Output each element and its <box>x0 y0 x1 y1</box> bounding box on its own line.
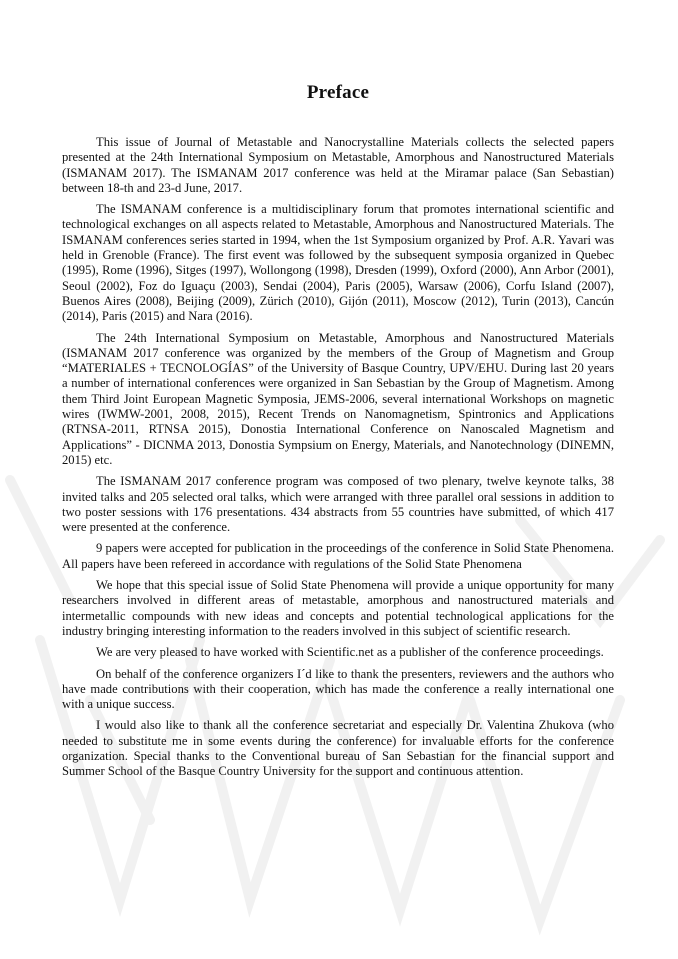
paragraph-6: We hope that this special issue of Solid State Phenomena will provide a unique opportunity for many researchers involved in different areas of metastable, amorphous and nanostructured materials and intermetallic compounds with new ideas and concepts and potential technological applications for the industry bringing interesting information to the readers involved in this subject of scientific research. <box>62 578 614 638</box>
paragraph-2: The ISMANAM conference is a multidisciplinary forum that promotes international scientific and technological exchanges on all aspects related to Metastable, Amorphous and Nanostructured Materials. The ISMANAM conferences series started in 1994, when the 1st Symposium organized by Prof. A.R. Yavari was held in Grenoble (France). The first event was followed by the subsequent symposia organized in Quebec (1995), Rome (1996), Sitges (1997), Wollongong (1998), Dresden (1999), Oxford (2000), Ann Arbor (2001), Seoul (2002), Foz do Iguaçu (2003), Sendai (2004), Paris (2005), Warsaw (2006), Corfu Island (2007), Buenos Aires (2008), Beijing (2009), Zürich (2010), Gijón (2011), Moscow (2012), Turin (2013), Cancún (2014), Paris (2015) and Nara (2016). <box>62 202 614 324</box>
paragraph-7: We are very pleased to have worked with Scientific.net as a publisher of the conference proceedings. <box>96 645 604 660</box>
paragraph-9: I would also like to thank all the conference secretariat and especially Dr. Valentina Zhukova (who needed to substitute me in some events during the conference) for invaluable efforts for the conference organization. Special thanks to the Conventional bureau of San Sebastian for the financial support and Summer School of the Basque Country University for the support and continuous attention. <box>62 718 614 779</box>
page-title: Preface <box>306 82 370 103</box>
paragraph-3: The 24th International Symposium on Metastable, Amorphous and Nanostructured Materials (ISMANAM 2017 conference was organized by the members of the Group of Magnetism and Group “MATERIALES + TECNOLOGÍAS” of the University of Basque Country, UPV/EHU. During last 20 years a number of international conferences were organized in San Sebastian by the Group of Magnetism. Among them Third Joint European Magnetic Symposia, JEMS-2006, several international Workshops on magnetic wires (IWMW-2001, 2008, 2015), Recent Trends on Nanomagnetism, Spintronics and Applications (RTNSA-2011, RTNSA 2015), Donostia International Conference on Nanoscaled Magnetism and Applications” - DICNMA 2013, Donostia Sympsium on Energy, Materials, and Nanotechnology (DINEMN, 2015) etc. <box>62 330 614 467</box>
paragraph-8: On behalf of the conference organizers I´d like to thank the presenters, reviewers and the authors who have made contributions with their cooperation, which has made the conference a really international one with a unique success. <box>62 666 614 712</box>
document-body <box>62 135 614 786</box>
paragraph-5: 9 papers were accepted for publication in the proceedings of the conference in Solid State Phenomena. All papers have been refereed in accordance with regulations of the Solid State Phenomena <box>62 541 614 571</box>
paragraph-4: The ISMANAM 2017 conference program was composed of two plenary, twelve keynote talks, 38 invited talks and 205 selected oral talks, which were arranged with three parallel oral sessions in addition to two poster sessions with 176 presentations. 434 abstracts from 55 countries have submitted, of which 417 were presented at the conference. <box>62 474 614 535</box>
paragraph-1: This issue of Journal of Metastable and Nanocrystalline Materials collects the selected papers presented at the 24th International Symposium on Metastable, Amorphous and Nanostructured Materials (ISMANAM 2017). The ISMANAM 2017 conference was held at the Miramar palace (San Sebastian) between 18-th and 23-d June, 2017. <box>62 135 614 195</box>
